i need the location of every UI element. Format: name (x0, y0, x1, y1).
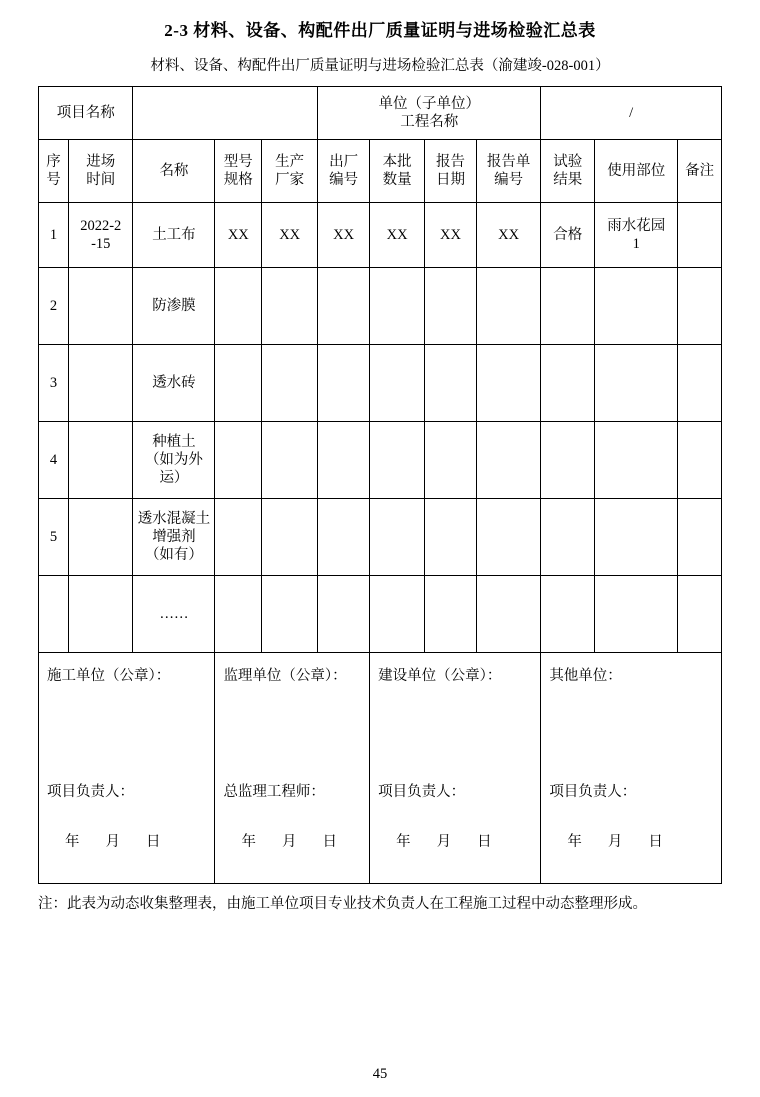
col-header-factory-no-line1: 出厂 (329, 153, 359, 170)
cell-report-date[interactable]: XX (425, 203, 477, 268)
cell-seq: 3 (39, 345, 69, 422)
col-header-remark: 备注 (678, 140, 722, 203)
col-header-factory-no-line2: 编号 (329, 172, 359, 188)
date-day-label: 日 (146, 834, 161, 851)
cell-name-line2: 增强剂 (152, 528, 196, 545)
cell-report-no[interactable] (476, 422, 540, 499)
cell-batch-qty[interactable] (370, 499, 425, 576)
cell-seq: 5 (39, 499, 69, 576)
col-header-manufacturer-line2: 厂家 (275, 172, 305, 188)
cell-factory-no[interactable] (318, 345, 370, 422)
col-header-test-result-line2: 结果 (553, 172, 583, 188)
cell-manufacturer[interactable] (262, 576, 318, 653)
cell-model[interactable] (215, 422, 262, 499)
cell-manufacturer[interactable] (262, 422, 318, 499)
date-year-label: 年 (241, 834, 256, 851)
cell-report-no[interactable] (476, 268, 540, 345)
signature-person-label: 项目负责人： (47, 784, 134, 801)
signature-block-construction[interactable] (39, 653, 215, 884)
cell-factory-no[interactable] (318, 576, 370, 653)
cell-report-no[interactable]: XX (476, 203, 540, 268)
cell-name-line2: （如为外运） (144, 451, 203, 487)
cell-test-result[interactable] (541, 576, 595, 653)
unit-project-label-line2: 工程名称 (400, 114, 459, 130)
cell-name[interactable] (133, 422, 215, 499)
signature-date-line (47, 833, 206, 851)
table-row (39, 576, 722, 653)
signature-block-other[interactable] (541, 653, 722, 884)
cell-usage-location[interactable] (595, 345, 678, 422)
col-header-manufacturer (262, 140, 318, 203)
signature-org-label: 监理单位（公章）： (223, 668, 347, 684)
date-day-label: 日 (477, 834, 492, 851)
cell-report-date[interactable] (425, 268, 477, 345)
cell-name[interactable] (133, 203, 215, 268)
cell-name[interactable]: 防渗膜 (133, 268, 215, 345)
table-row (39, 268, 722, 345)
cell-usage-location[interactable] (595, 268, 678, 345)
unit-project-label (318, 87, 541, 140)
cell-manufacturer[interactable] (262, 499, 318, 576)
table-row (39, 203, 722, 268)
date-month-label: 月 (105, 834, 120, 851)
col-header-test-result (541, 140, 595, 203)
cell-manufacturer[interactable]: XX (262, 203, 318, 268)
cell-remark[interactable] (678, 203, 722, 268)
cell-name-line1: 种植土 (152, 433, 196, 450)
table-header-row (39, 140, 722, 203)
page-number: 45 (372, 1066, 388, 1082)
cell-test-result[interactable] (541, 345, 595, 422)
col-header-report-date (425, 140, 477, 203)
date-year-label: 年 (567, 834, 582, 851)
cell-usage-location[interactable] (595, 576, 678, 653)
col-header-manufacturer-line1: 生产 (275, 153, 305, 170)
cell-manufacturer[interactable] (262, 268, 318, 345)
signature-date-line (378, 833, 532, 851)
date-month-label: 月 (436, 834, 452, 851)
project-name-label: 项目名称 (39, 87, 133, 140)
cell-usage-location[interactable] (595, 203, 678, 268)
signature-block-supervision[interactable] (215, 653, 370, 884)
form-subtitle: 材料、设备、构配件出厂质量证明与进场检验汇总表（渝建竣-028-001） (150, 58, 610, 74)
col-header-entry-time-line2: 时间 (86, 172, 116, 188)
signature-person-label: 项目负责人： (378, 784, 466, 801)
cell-entry-time[interactable] (69, 203, 133, 268)
cell-model[interactable] (215, 345, 262, 422)
signature-date-line (549, 833, 713, 851)
col-header-batch-qty (370, 140, 425, 203)
date-year-label: 年 (396, 834, 411, 851)
signature-org-label: 施工单位（公章）： (47, 668, 171, 684)
cell-name[interactable]: …… (133, 576, 215, 653)
col-header-name: 名称 (133, 140, 215, 203)
cell-model[interactable] (215, 576, 262, 653)
cell-report-date[interactable] (425, 499, 477, 576)
cell-test-result[interactable] (541, 268, 595, 345)
signature-person-label: 项目负责人： (549, 784, 637, 801)
col-header-test-result-line1: 试验 (553, 153, 583, 170)
cell-name-line1: 土工布 (152, 226, 196, 243)
cell-usage-location[interactable] (595, 499, 678, 576)
cell-usage-location[interactable] (595, 422, 678, 499)
cell-remark[interactable] (678, 422, 722, 499)
signature-person-label: 总监理工程师： (223, 784, 325, 801)
col-header-batch-qty-line2: 数量 (382, 172, 412, 188)
cell-report-no[interactable] (476, 499, 540, 576)
cell-report-no[interactable] (476, 345, 540, 422)
col-header-report-no-line2: 编号 (494, 172, 524, 188)
date-month-label: 月 (281, 834, 297, 851)
signature-row (39, 653, 722, 884)
signature-date-line (223, 833, 361, 851)
cell-report-date[interactable] (425, 422, 477, 499)
table-row-project-info (39, 87, 722, 140)
col-header-report-no (476, 140, 540, 203)
col-header-model-line2: 规格 (223, 172, 253, 188)
col-header-model (215, 140, 262, 203)
cell-entry-time[interactable] (69, 345, 133, 422)
table-row (39, 345, 722, 422)
col-header-entry-time (69, 140, 133, 203)
cell-name[interactable] (133, 499, 215, 576)
cell-remark[interactable] (678, 576, 722, 653)
cell-manufacturer[interactable] (262, 345, 318, 422)
cell-factory-no[interactable]: XX (318, 203, 370, 268)
col-header-seq-line2: 号 (46, 172, 61, 188)
cell-remark[interactable] (678, 499, 722, 576)
cell-seq: 2 (39, 268, 69, 345)
cell-remark[interactable] (678, 345, 722, 422)
cell-entry-time-line1: 2022-2 (80, 217, 122, 234)
col-header-report-date-line2: 日期 (436, 172, 466, 188)
unit-project-value[interactable]: / (541, 87, 722, 140)
cell-test-result[interactable] (541, 422, 595, 499)
signature-block-owner[interactable] (370, 653, 541, 884)
col-header-seq-line1: 序 (46, 153, 61, 170)
signature-org-label: 建设单位（公章）： (378, 668, 502, 684)
cell-model[interactable]: XX (215, 203, 262, 268)
cell-name-line1: 透水混凝土 (137, 510, 211, 527)
cell-report-date[interactable] (425, 576, 477, 653)
cell-seq: 4 (39, 422, 69, 499)
cell-entry-time[interactable] (69, 499, 133, 576)
summary-table (38, 86, 722, 884)
date-month-label: 月 (607, 834, 623, 851)
signature-org-label: 其他单位： (549, 668, 622, 684)
project-name-value[interactable] (133, 87, 318, 140)
cell-entry-time-line2: -15 (91, 236, 111, 252)
col-header-entry-time-line1: 进场 (86, 153, 116, 170)
table-row (39, 422, 722, 499)
cell-name-line3: （如有） (144, 547, 203, 564)
cell-entry-time[interactable] (69, 576, 133, 653)
cell-test-result[interactable] (541, 499, 595, 576)
cell-entry-time[interactable] (69, 268, 133, 345)
col-header-model-line1: 型号 (223, 153, 253, 170)
table-row (39, 499, 722, 576)
form-note: 注：此表为动态收集整理表，由施工单位项目专业技术负责人在工程施工过程中动态整理形成。 (38, 896, 647, 912)
cell-report-no[interactable] (476, 576, 540, 653)
col-header-report-date-line1: 报告 (436, 153, 466, 170)
cell-test-result[interactable]: 合格 (541, 203, 595, 268)
col-header-report-no-line1: 报告单 (486, 153, 531, 170)
cell-report-date[interactable] (425, 345, 477, 422)
cell-remark[interactable] (678, 268, 722, 345)
cell-batch-qty[interactable] (370, 422, 425, 499)
cell-batch-qty[interactable]: XX (370, 203, 425, 268)
document-page (0, 16, 760, 1097)
cell-name[interactable]: 透水砖 (133, 345, 215, 422)
date-day-label: 日 (648, 834, 663, 851)
cell-seq (39, 576, 69, 653)
cell-model[interactable] (215, 499, 262, 576)
col-header-factory-no (318, 140, 370, 203)
col-header-seq (39, 140, 69, 203)
cell-usage-location-line2: 1 (632, 236, 640, 252)
cell-entry-time[interactable] (69, 422, 133, 499)
col-header-usage-location: 使用部位 (595, 140, 678, 203)
cell-factory-no[interactable] (318, 499, 370, 576)
cell-seq: 1 (39, 203, 69, 268)
cell-batch-qty[interactable] (370, 345, 425, 422)
cell-factory-no[interactable] (318, 268, 370, 345)
cell-factory-no[interactable] (318, 422, 370, 499)
date-year-label: 年 (65, 834, 80, 851)
date-day-label: 日 (322, 834, 337, 851)
cell-batch-qty[interactable] (370, 268, 425, 345)
cell-model[interactable] (215, 268, 262, 345)
cell-batch-qty[interactable] (370, 576, 425, 653)
col-header-batch-qty-line1: 本批 (382, 153, 412, 170)
cell-usage-location-line1: 雨水花园 (607, 217, 666, 234)
page-title: 2-3 材料、设备、构配件出厂质量证明与进场检验汇总表 (164, 21, 596, 40)
unit-project-label-line1: 单位（子单位） (378, 95, 480, 112)
